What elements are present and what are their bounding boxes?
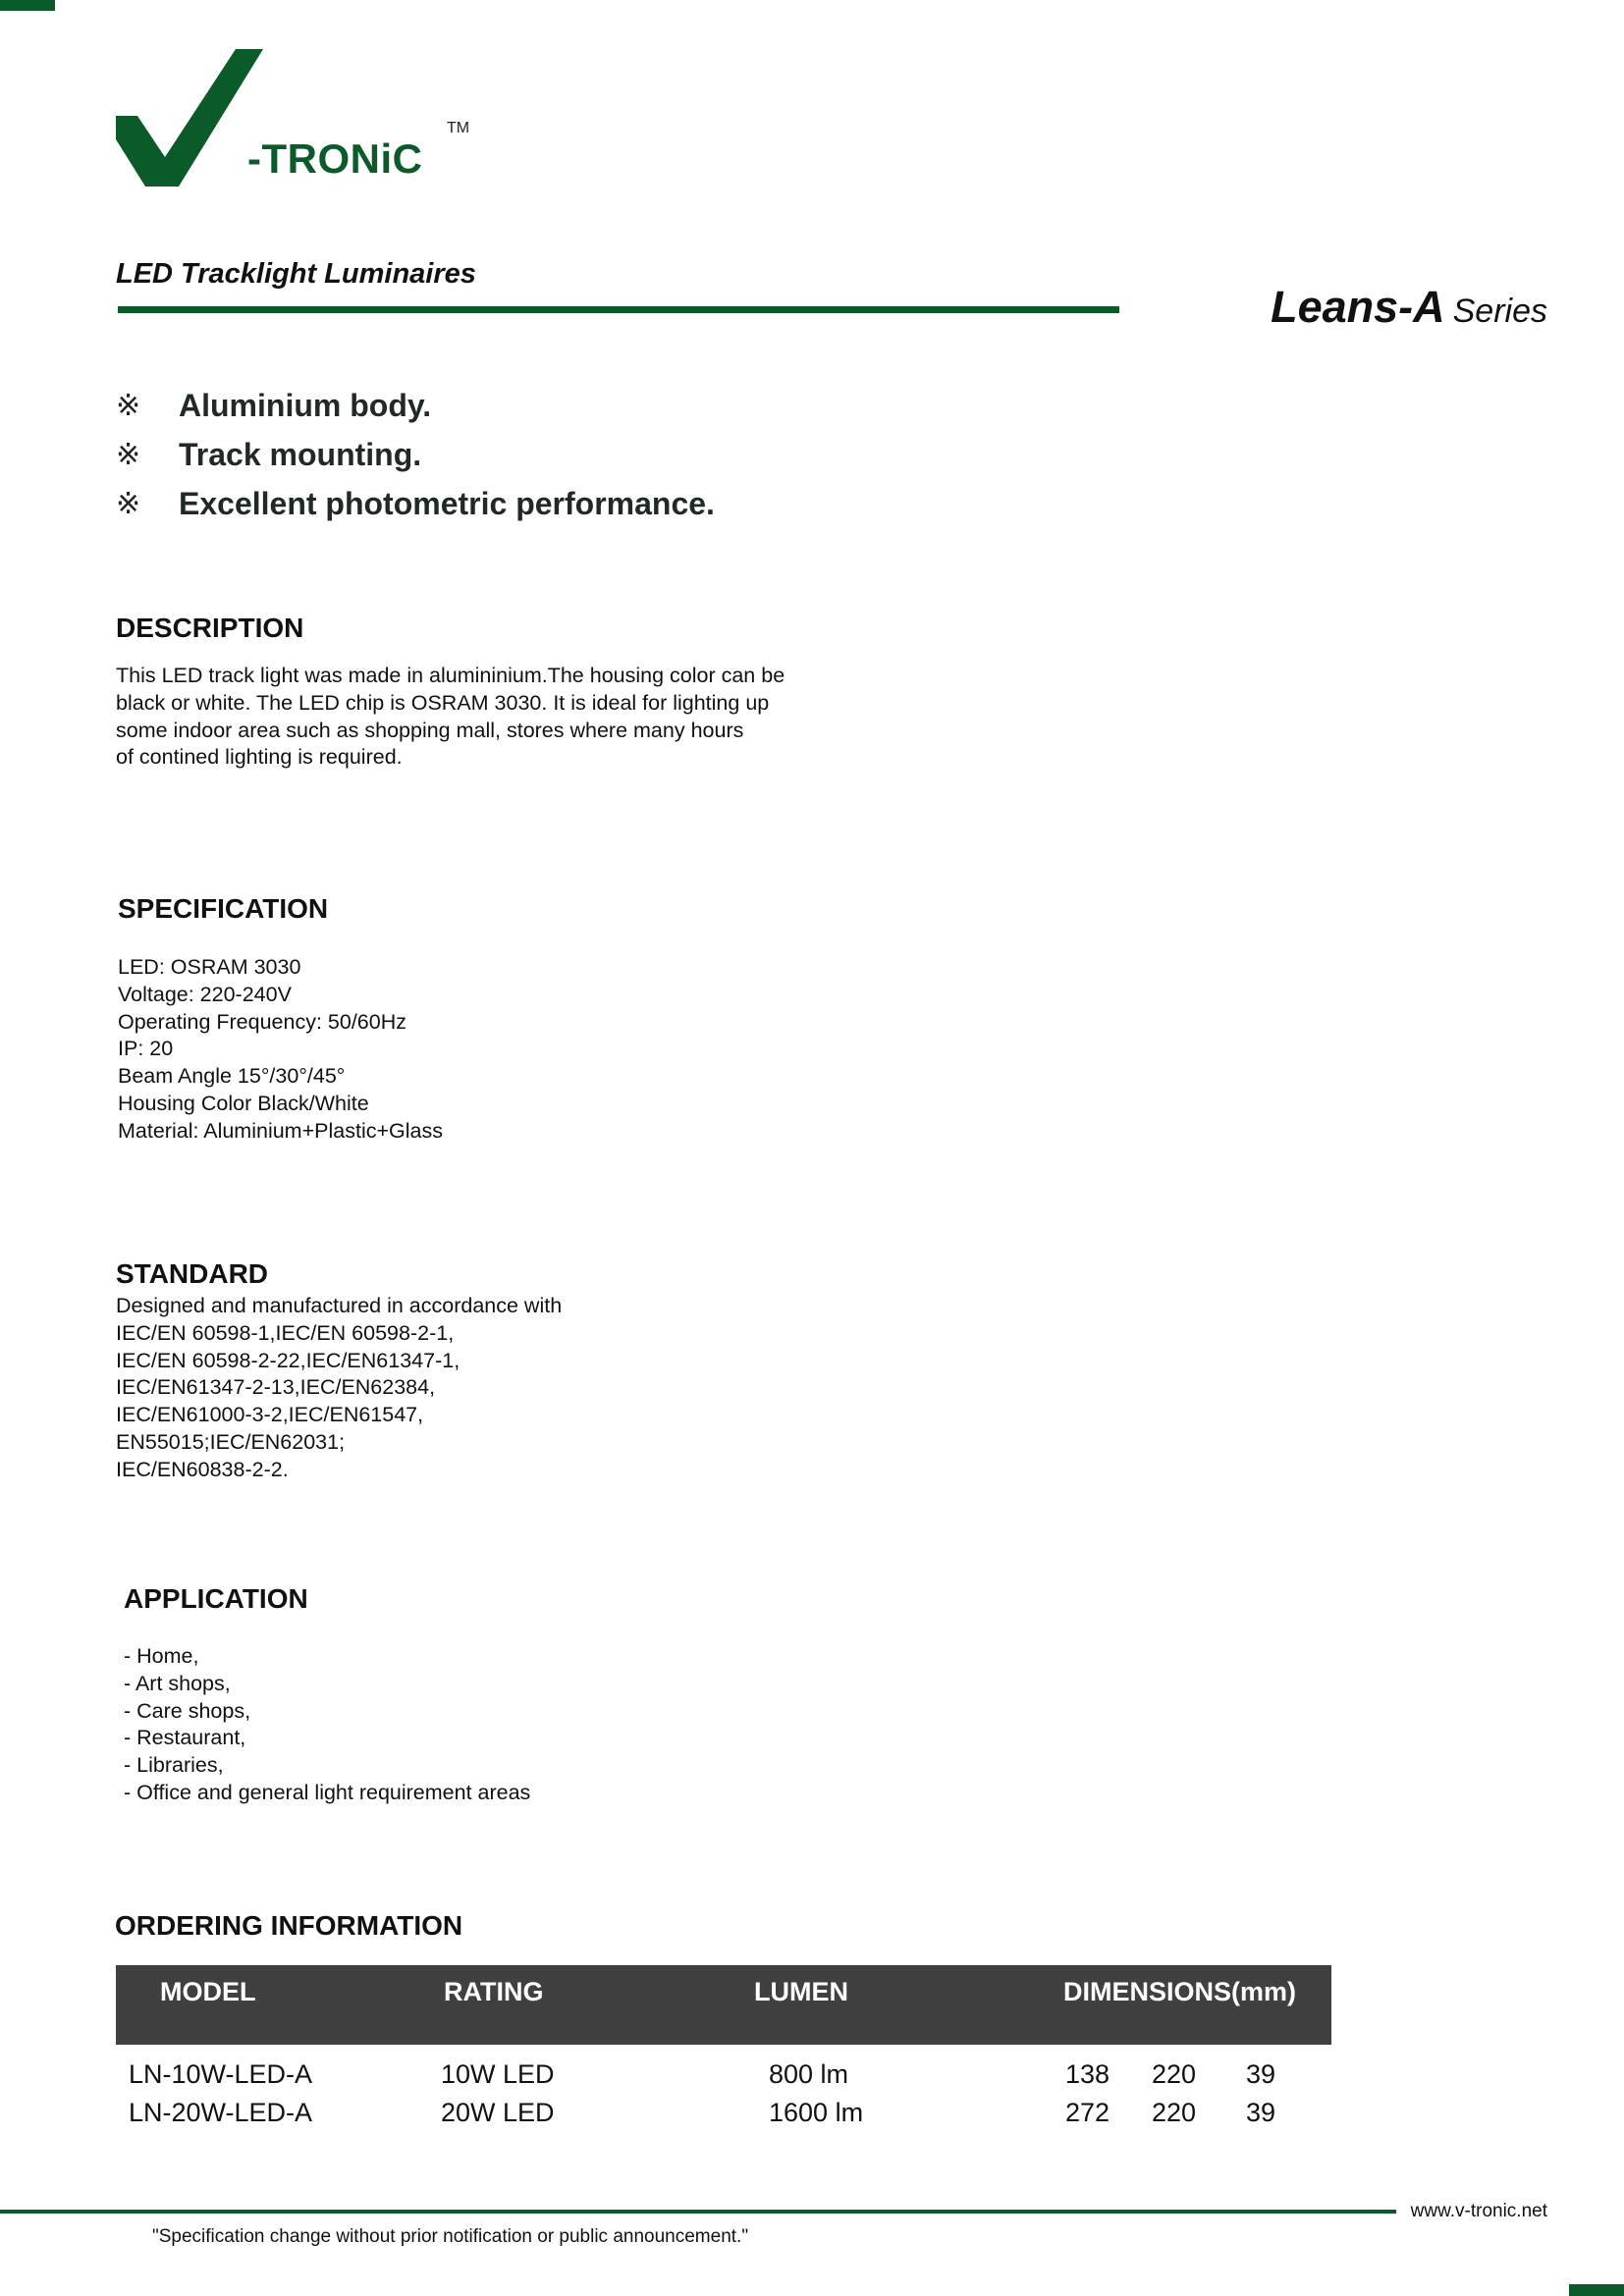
cell-model: LN-20W-LED-A — [129, 2098, 313, 2127]
table-body — [116, 2045, 1331, 2143]
table-row — [116, 2098, 1331, 2136]
table-row — [116, 2059, 1331, 2098]
text-line: This LED track light was made in alumininium.The housing color can be — [116, 664, 785, 687]
specification-list — [118, 954, 443, 1146]
spec-line: Housing Color Black/White — [118, 1091, 369, 1115]
footer-website: www.v-tronic.net — [1410, 2201, 1547, 2221]
series-name: Leans-A — [1271, 282, 1445, 332]
standard-line: Designed and manufactured in accordance with — [116, 1294, 563, 1317]
cell-dimension-width: 220 — [1152, 2098, 1197, 2127]
specification-heading: SPECIFICATION — [118, 893, 329, 924]
spec-line: Material: Aluminium+Plastic+Glass — [118, 1118, 443, 1143]
cell-model: LN-10W-LED-A — [129, 2059, 313, 2089]
cell-dimension-height: 39 — [1246, 2098, 1276, 2127]
standard-line: EN55015;IEC/EN62031; — [116, 1429, 346, 1454]
application-list — [124, 1643, 530, 1807]
cell-dimension-height: 39 — [1246, 2059, 1276, 2089]
series-title — [1271, 282, 1547, 333]
cell-rating: 10W LED — [441, 2059, 555, 2089]
spec-line: IP: 20 — [118, 1037, 174, 1061]
feature-item — [116, 479, 715, 528]
reference-mark-icon: ※ — [116, 486, 141, 521]
corner-accent-top-left — [0, 0, 55, 11]
feature-text: Track mounting. — [179, 436, 422, 472]
application-line: - Art shops, — [124, 1671, 231, 1695]
cell-dimension-length: 272 — [1065, 2098, 1110, 2127]
standard-line: IEC/EN61347-2-13,IEC/EN62384, — [116, 1375, 436, 1400]
column-header-dimensions: DIMENSIONS(mm) — [1063, 1977, 1297, 2006]
feature-item — [116, 381, 715, 430]
feature-list — [116, 381, 715, 528]
application-heading: APPLICATION — [124, 1583, 308, 1614]
feature-text: Excellent photometric performance. — [179, 485, 715, 521]
reference-mark-icon: ※ — [116, 437, 141, 472]
footer-divider — [0, 2210, 1396, 2214]
application-line: - Care shops, — [124, 1698, 251, 1723]
application-line: - Office and general light requirement areas — [124, 1780, 531, 1804]
spec-line: Beam Angle 15°/30°/45° — [118, 1064, 346, 1089]
standard-heading: STANDARD — [116, 1258, 269, 1289]
cell-dimension-length: 138 — [1065, 2059, 1110, 2089]
ordering-heading: ORDERING INFORMATION — [115, 1910, 463, 1941]
standard-line: IEC/EN 60598-1,IEC/EN 60598-2-1, — [116, 1320, 455, 1345]
cell-lumen: 1600 lm — [769, 2098, 864, 2127]
feature-item — [116, 430, 715, 479]
table-header — [116, 1965, 1331, 2045]
text-line: some indoor area such as shopping mall, stores where many hours — [116, 718, 744, 742]
application-line: - Libraries, — [124, 1753, 224, 1778]
description-heading: DESCRIPTION — [116, 613, 304, 643]
document-title: LED Tracklight Luminaires — [116, 258, 476, 290]
footer-disclaimer: "Specification change without prior notification or public announcement." — [152, 2226, 749, 2247]
reference-mark-icon: ※ — [116, 388, 141, 423]
ordering-table — [116, 1965, 1331, 2143]
standard-line: IEC/EN 60598-2-22,IEC/EN61347-1, — [116, 1348, 460, 1372]
text-line: black or white. The LED chip is OSRAM 3030. It is ideal for lighting up — [116, 690, 770, 715]
corner-accent-bottom-right — [1569, 2284, 1624, 2296]
column-header-lumen: LUMEN — [754, 1977, 848, 2006]
description-text — [116, 663, 785, 772]
standard-line: IEC/EN61000-3-2,IEC/EN61547, — [116, 1403, 424, 1427]
spec-line: LED: OSRAM 3030 — [118, 955, 301, 979]
brand-name: -TRONiC — [247, 135, 423, 182]
title-divider — [118, 306, 1119, 313]
cell-dimension-width: 220 — [1152, 2059, 1197, 2089]
application-line: - Restaurant, — [124, 1726, 246, 1750]
trademark-symbol: TM — [447, 120, 470, 136]
column-header-rating: RATING — [444, 1977, 544, 2006]
spec-line: Voltage: 220-240V — [118, 982, 292, 1006]
cell-lumen: 800 lm — [769, 2059, 849, 2089]
series-suffix: Series — [1452, 293, 1547, 330]
spec-line: Operating Frequency: 50/60Hz — [118, 1009, 406, 1034]
text-line: of contined lighting is required. — [116, 745, 403, 770]
standard-line: IEC/EN60838-2-2. — [116, 1457, 289, 1481]
standard-list — [116, 1293, 562, 1484]
application-line: - Home, — [124, 1644, 199, 1668]
cell-rating: 20W LED — [441, 2098, 555, 2127]
feature-text: Aluminium body. — [179, 387, 432, 423]
column-header-model: MODEL — [160, 1977, 256, 2006]
